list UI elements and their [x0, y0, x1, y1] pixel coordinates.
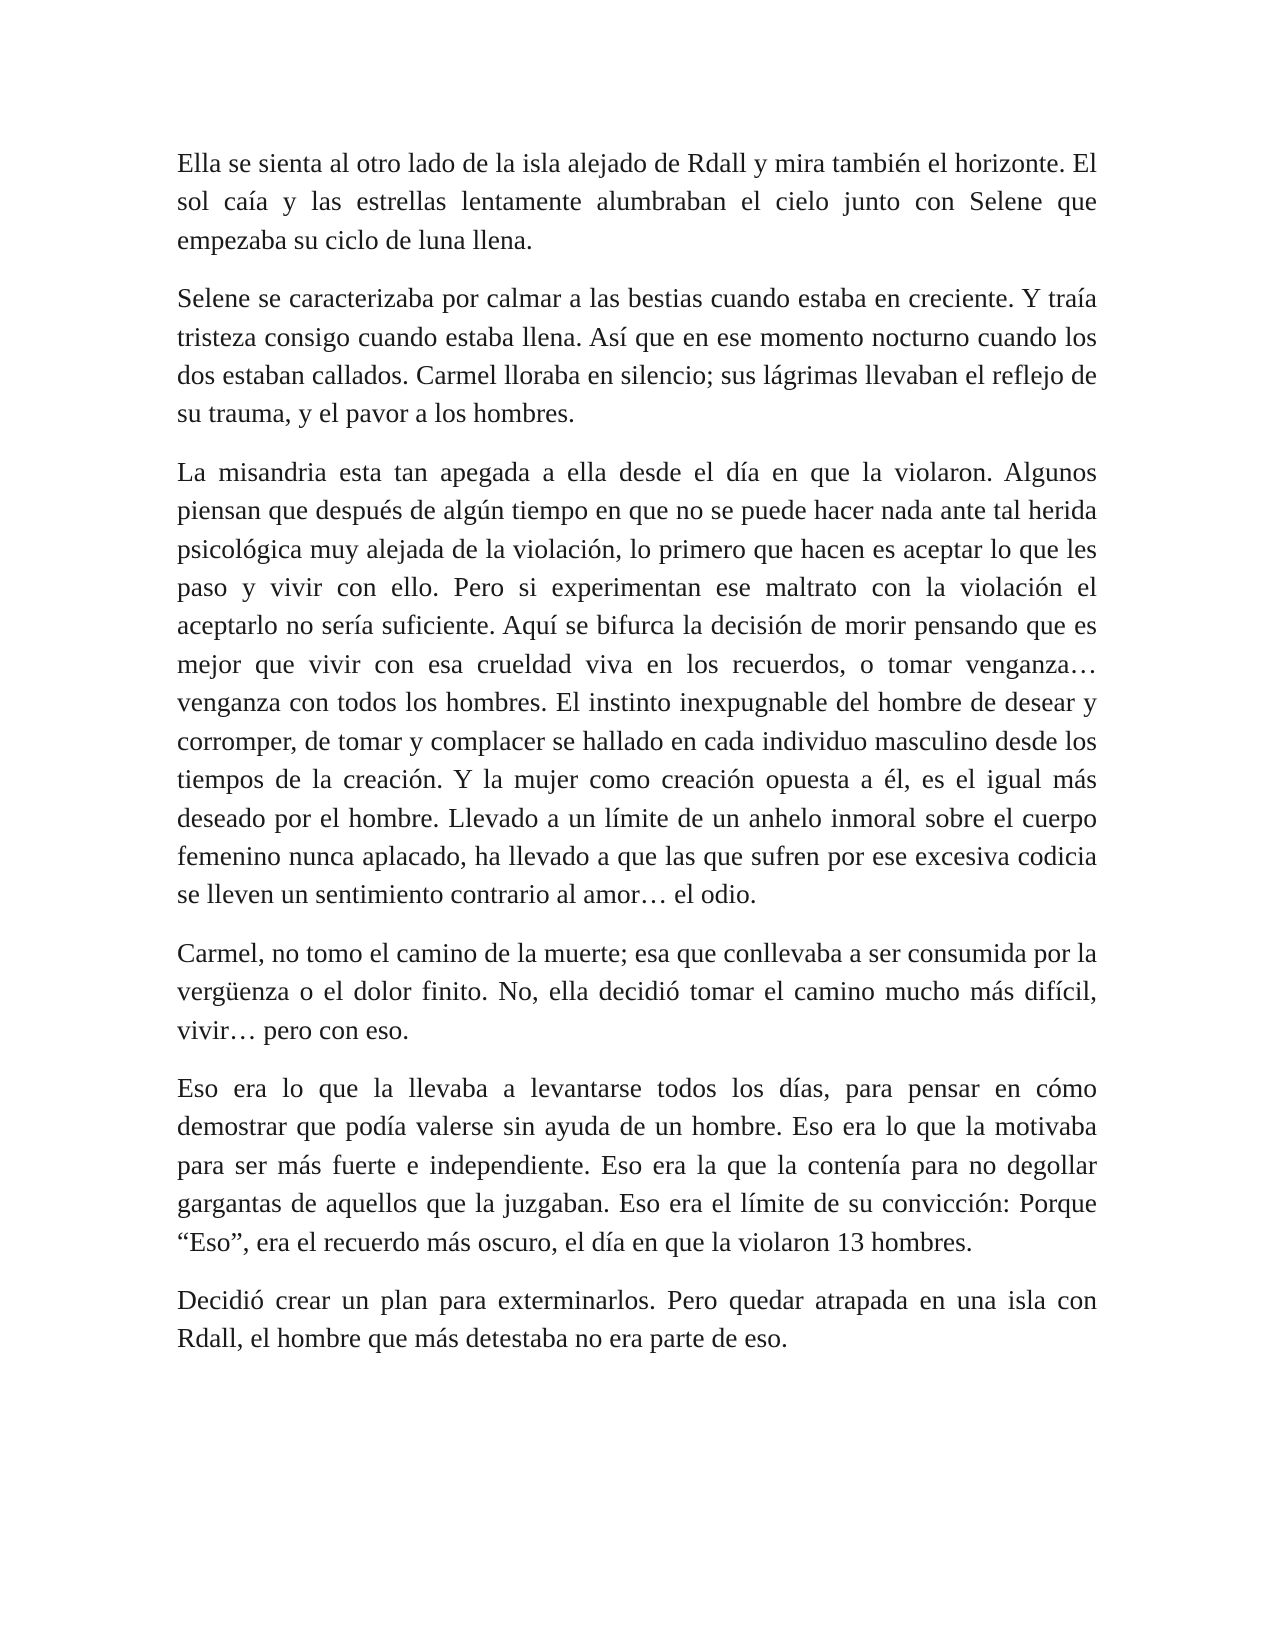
- paragraph: Decidió crear un plan para exterminarlos. Pero quedar atrapada en una isla con Rdall, el hombre que más detestaba no era parte de eso.: [177, 1283, 1097, 1354]
- paragraph: Ella se sienta al otro lado de la isla alejado de Rdall y mira también el horizonte. El sol caía y las estrellas lentamente alumbraban el cielo junto con Selene que empezaba su ciclo de luna llena.: [177, 147, 1097, 255]
- paragraph: Carmel, no tomo el camino de la muerte; esa que conllevaba a ser consumida por la vergüenza o el dolor finito. No, ella decidió tomar el camino mucho más difícil, vivir… pero con eso.: [177, 936, 1097, 1045]
- paragraph: La misandria esta tan apegada a ella desde el día en que la violaron. Algunos piensan que después de algún tiempo en que no se puede hacer nada ante tal herida psicológica muy alejada de la violación, lo primero que hacen es aceptar lo que les paso y vivir con ello. Pero si experimentan ese maltrato con la violación el aceptarlo no sería suficiente. Aquí se bifurca la decisión de morir pensando que es mejor que vivir con esa crueldad viva en los recuerdos, o tomar venganza… venganza con todos los hombres. El instinto inexpugnable del hombre de desear y corromper, de tomar y complacer se hallado en cada individuo masculino desde los tiempos de la creación. Y la mujer como creación opuesta a él, es el igual más deseado por el hombre. Llevado a un límite de un anhelo inmoral sobre el cuerpo femenino nunca aplacado, ha llevado a que las que sufren por ese excesiva codicia se lleven un sentimiento contrario al amor… el odio.: [177, 455, 1097, 910]
- paragraph: Selene se caracterizaba por calmar a las bestias cuando estaba en creciente. Y traía tristeza consigo cuando estaba llena. Así que en ese momento nocturno cuando los dos estaban callados. Carmel lloraba en silencio; sus lágrimas llevaban el reflejo de su trauma, y el pavor a los hombres.: [177, 282, 1097, 429]
- paragraph: Eso era lo que la llevaba a levantarse todos los días, para pensar en cómo demostrar que podía valerse sin ayuda de un hombre. Eso era lo que la motivaba para ser más fuerte e independiente. Eso era la que la contenía para no degollar gargantas de aquellos que la juzgaban. Eso era el límite de su convicción: Porque “Eso”, era el recuerdo más oscuro, el día en que la violaron 13 hombres.: [177, 1071, 1097, 1257]
- document-body: [177, 144, 1097, 1378]
